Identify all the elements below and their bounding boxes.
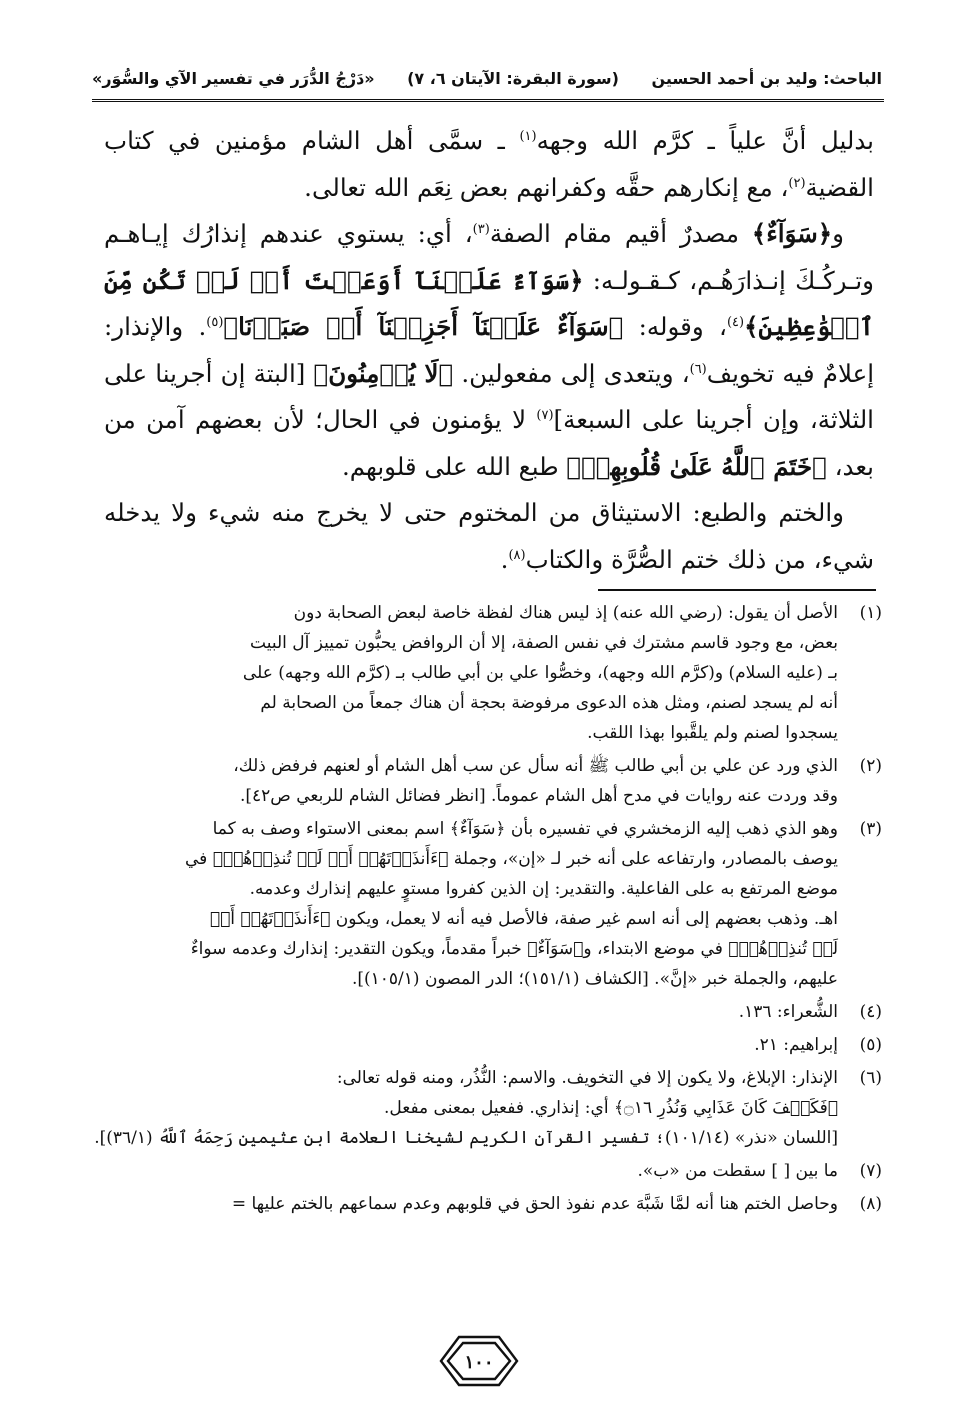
footnote-line: الذي ورد عن علي بن أبي طالب ﷺ أنه سأل عن سب أهل الشام أو لعنهم فرفض ذلك، [233, 756, 838, 776]
footnote-ref-1[interactable]: (١) [519, 128, 537, 144]
quran-quote: ﴿خَتَمَ ٱللَّهُ عَلَىٰ قُلُوبِهِمۡ﴾ [566, 451, 827, 481]
header-author: الباحث: وليد بن أحمد الحسين [651, 68, 882, 88]
footnotes [92, 598, 882, 1222]
footnote-divider [598, 589, 876, 591]
footnote-ref-2[interactable]: (٢) [788, 175, 806, 191]
footnote-line: [اللسان «نذر» (١٠١/١٤)؛ تفسير القرآن الكريم لشيخنا العلامة ابن عثيمين رَحِمَهُ ٱللَّهُ (٣٦/١)]. [94, 1128, 838, 1148]
footnote-number: (٤) [859, 1002, 882, 1022]
footnote-line: الشُّعراء: ١٣٦. [738, 1002, 838, 1022]
footnote-1 [92, 598, 882, 748]
header-book-title: «دَرْجُ الدُّرَر في تفسير الآي والسُّوَر» [92, 68, 375, 88]
footnote-number: (٨) [859, 1194, 882, 1214]
footnote-line: موضع المرتفع به على الفاعلية. والتقدير: إن الذين كفروا مستوٍ عليهم إنذارك وعدمه. [249, 879, 838, 899]
footnote-line: وهو الذي ذهب إليه الزمخشري في تفسيره بأن ﴿سَوَآءٌ﴾ اسم بمعنى الاستواء وصف به كما [212, 819, 838, 839]
footnote-7 [92, 1156, 882, 1186]
footnote-ref-3[interactable]: (٣) [472, 221, 490, 237]
footnote-line: وقد وردت عنه روايات في مدح أهل الشام عموماً. [انظر فضائل الشام للربعي ص٤٢]. [239, 786, 838, 806]
footnote-number: (٣) [859, 819, 882, 839]
header-divider [92, 99, 884, 102]
footnote-4 [92, 997, 882, 1027]
quran-quote: ﴿لَا يُؤۡمِنُونَ﴾ [313, 358, 454, 388]
paragraph-3: والختم والطبع: الاستيثاق من المختوم حتى لا يخرج منه شيء ولا يدخله شيء، من ذلك ختم الصُّرَّة والكتاب$^{(٨)}$. [104, 498, 874, 574]
footnote-line: اهـ. وذهب بعضهم إلى أنه اسم غير صفة، فالأصل فيه أنه لا يعمل، ويكون ﴿ءَأَنذَرۡتَهُمۡ أَمۡ [209, 909, 838, 929]
running-header [92, 60, 882, 96]
quran-quote: ﴿سَوَآءٌ عَلَيۡنَآ أَوَعَظۡتَ أَمۡ لَمۡ تَكُن مِّنَ ٱلۡوَٰعِظِينَ﴾ [104, 265, 874, 341]
footnote-ref-7[interactable]: (٧) [536, 407, 554, 423]
footnote-line: بعض، مع وجود قاسم مشترك في نفس الصفة، إلا أن الروافض يحبُّون تمييز آل البيت [250, 633, 838, 653]
footnote-line: لَمۡ تُنذِرۡهُمۡ﴾ في موضع الابتداء، و﴿سَوَآءٌ﴾ خبراً مقدماً، ويكون التقدير: إنذارك وعدمه سواءٌ [190, 939, 838, 959]
footnote-line: وحاصل الختم هنا أنه لمَّا شَبَّهَ عدم نفوذ الحق في قلوبهم وعدم سماعهم بالختم عليها = [231, 1194, 838, 1214]
footnote-6 [92, 1063, 882, 1153]
page-number: ١٠٠ [464, 1352, 494, 1373]
footnote-8 [92, 1189, 882, 1219]
footnote-line: الأصل أن يقول: (رضي الله عنه) إذ ليس هناك لفظة خاصة لبعض الصحابة دون [293, 603, 838, 623]
header-surah: (سورة البقرة: الآيتان ٦، ٧) [407, 68, 619, 88]
footnote-line: بـ (عليه السلام) و(كرَّم الله وجهه)، وخصُّوا علي بن أبي طالب بـ (كرَّم الله وجهه) على [242, 663, 838, 683]
footnote-number: (٧) [859, 1161, 882, 1181]
paragraph-1: بدليل أنَّ علياً ـ كرَّم الله وجهه$^{(١)}$ ـ سمَّى أهل الشام مؤمنين في كتاب القضية$^{(٢)}$، مع إنكارهم حقَّه وكفرانهم بعض نِعَم الله تعالى. [104, 126, 874, 202]
footnote-line: الإنذار: الإبلاغ، ولا يكون إلا في التخويف. والاسم: النُّذُر، ومنه قوله تعالى: [336, 1068, 838, 1088]
footnote-number: (٢) [859, 756, 882, 776]
footnote-2 [92, 751, 882, 811]
footnote-number: (٦) [859, 1068, 882, 1088]
quran-quote: ﴿سَوَآءٌ عَلَيۡنَآ أَجَزِعۡنَآ أَمۡ صَبَرۡنَا﴾ [223, 312, 624, 341]
footnote-number: (١) [859, 603, 882, 623]
footnote-line: ﴿فَكَيۡفَ كَانَ عَذَابِي وَنُذُرِ ۝١٦﴾ أي: إنذاري. ففعيل بمعنى مفعل. [383, 1098, 838, 1118]
footnote-ref-6[interactable]: (٦) [689, 361, 707, 377]
footnote-line: يوصف بالمصادر، وارتفاعه على أنه خبر لـ «إن»، وجملة ﴿ءَأَنذَرۡتَهُمۡ أَمۡ لَمۡ تُنذِرۡهُمۡ﴾ في [185, 849, 838, 869]
quran-quote: ﴿سَوَآءٌ﴾ [751, 219, 833, 248]
paragraph-2: و﴿سَوَآءٌ﴾ مصدرٌ أقيم مقام الصفة$^{(٣)}$، أي: يستوي عندهم إنذارُك إيـاهـم وتـركُـكَ إنـذارَهُـم، كـقـولـه: ﴿سَوَآءٌ عَلَيۡنَآ أَوَعَظۡتَ أَمۡ لَمۡ تَكُن مِّنَ ٱلۡوَٰعِظِينَ﴾$^{(٤)}$، وقوله: ﴿سَوَآءٌ عَلَيۡنَآ أَجَزِعۡنَآ أَمۡ صَبَرۡنَا﴾$^{(٥)}$. والإنذار: إعلامٌ فيه تخويف$^{(٦)}$، ويتعدى إلى مفعولين. ﴿لَا يُؤۡمِنُونَ﴾ [البتة إن أجرينا على الثلاثة، وإن أجرينا على السبعة]$^{(٧)}$ لا يؤمنون في الحال؛ لأن بعضهم آمن من بعد، ﴿خَتَمَ ٱللَّهُ عَلَىٰ قُلُوبِهِمۡ﴾ طبع الله على قلوبهم. [104, 219, 875, 481]
footnote-3 [92, 814, 882, 994]
footnote-line: ما بين [ ] سقطت من «ب». [637, 1161, 838, 1181]
footnote-ref-8[interactable]: (٨) [508, 547, 526, 563]
footnote-line: يسجدوا لصنم ولم يلقَّبوا بهذا اللقب. [587, 723, 838, 743]
footnote-ref-4[interactable]: (٤) [726, 314, 745, 330]
footnote-line: عليهم، والجملة خبر «إنَّ». [الكشاف (١٥١/١)؛ الدر المصون (١٠٥/١)]. [351, 969, 838, 989]
page-number-ornament [437, 1333, 521, 1389]
footnote-ref-5[interactable]: (٥) [206, 314, 224, 330]
footnote-line: إبراهيم: ٢١. [754, 1035, 838, 1055]
main-text [104, 118, 874, 583]
footnote-line: أنه لم يسجد لصنم، ومثل هذه الدعوى مرفوضة بحجة أن هناك جمعاً من الصحابة لم [260, 693, 838, 713]
footnote-5 [92, 1030, 882, 1060]
footnote-number: (٥) [859, 1035, 882, 1055]
